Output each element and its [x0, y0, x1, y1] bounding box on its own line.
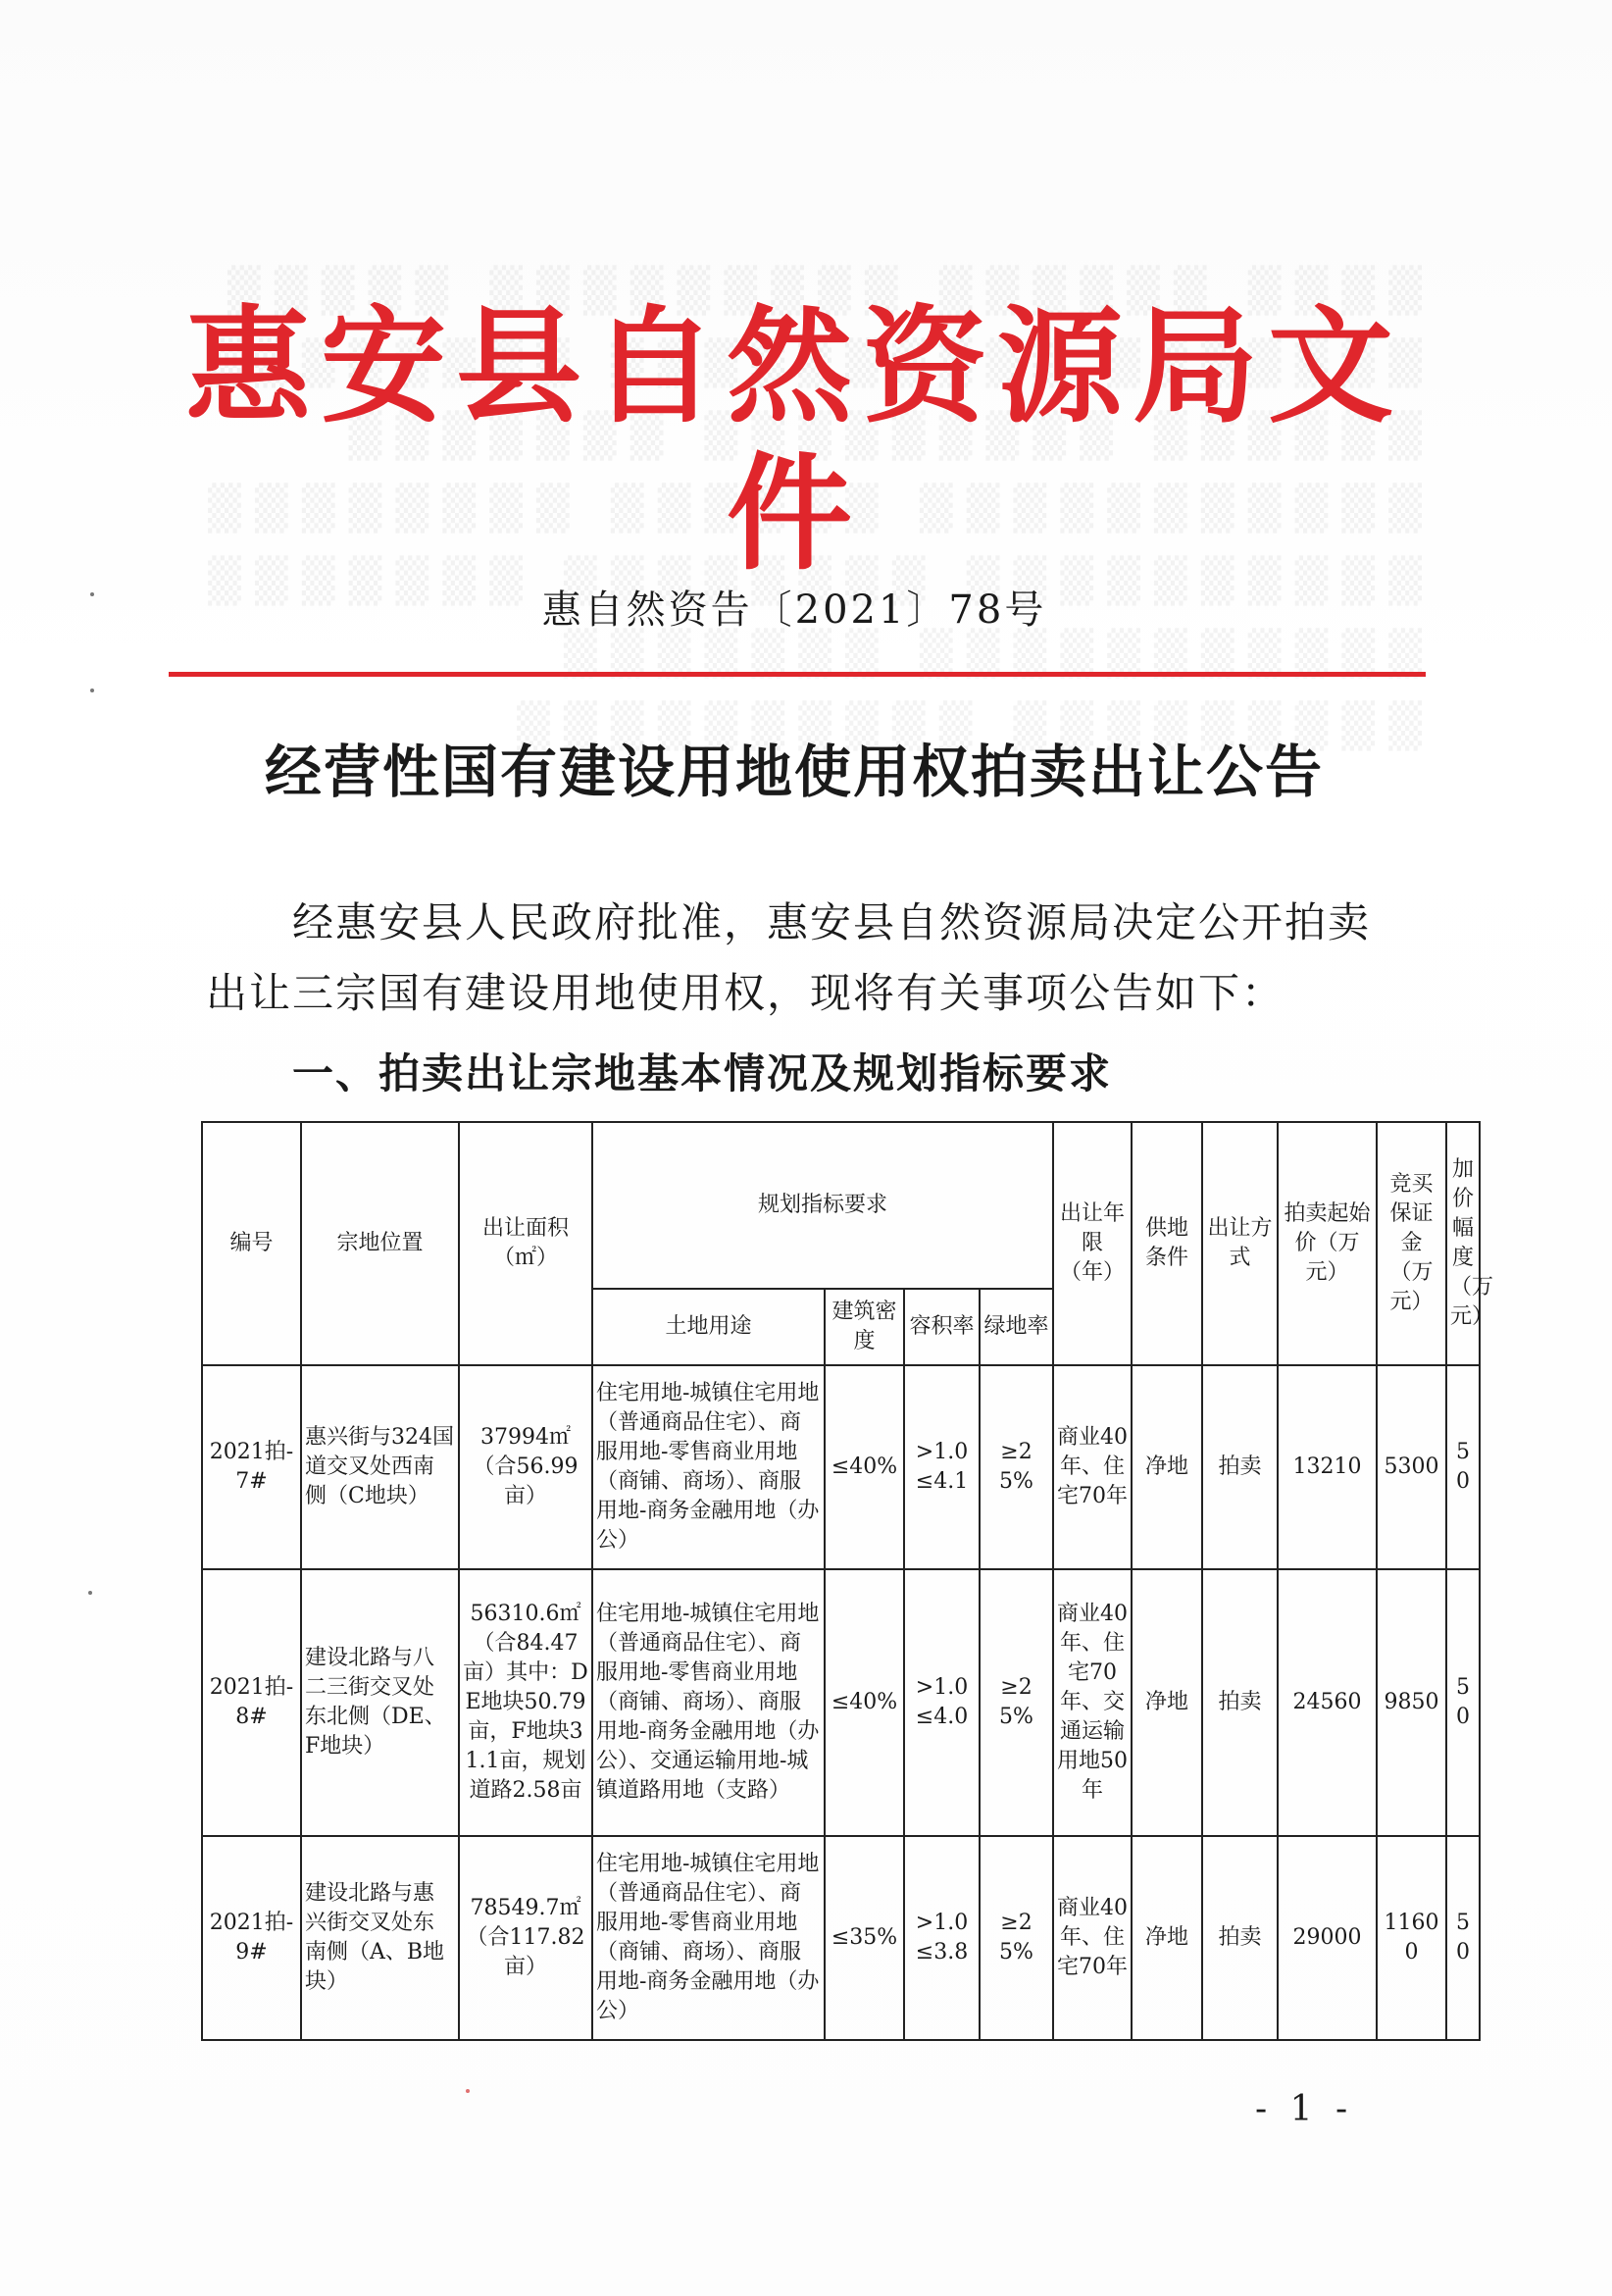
- cell-increment: 50: [1446, 1569, 1480, 1836]
- header-green: 绿地率: [980, 1289, 1053, 1365]
- cell-deposit: 11600: [1377, 1836, 1446, 2040]
- header-supply: 供地条件: [1132, 1122, 1202, 1365]
- cell-far: >1.0 ≤3.8: [904, 1836, 980, 2040]
- cell-supply: 净地: [1132, 1836, 1202, 2040]
- section-heading: 一、拍卖出让宗地基本情况及规划指标要求: [292, 1049, 1113, 1097]
- header-location: 宗地位置: [301, 1122, 459, 1365]
- notice-title: 经营性国有建设用地使用权拍卖出让公告: [264, 739, 1324, 805]
- cell-far: >1.0 ≤4.1: [904, 1365, 980, 1569]
- cell-term: 商业40年、住宅70年: [1053, 1836, 1132, 2040]
- cell-deposit: 9850: [1377, 1569, 1446, 1836]
- header-start-price: 拍卖起始价（万元）: [1278, 1122, 1377, 1365]
- header-method: 出让方式: [1202, 1122, 1278, 1365]
- cell-green: ≥25%: [980, 1569, 1053, 1836]
- cell-term: 商业40年、住宅70年: [1053, 1365, 1132, 1569]
- cell-start-price: 29000: [1278, 1836, 1377, 2040]
- cell-start-price: 13210: [1278, 1365, 1377, 1569]
- cell-far: >1.0 ≤4.0: [904, 1569, 980, 1836]
- header-area: 出让面积（㎡）: [459, 1122, 592, 1365]
- land-parcel-table: [201, 1121, 1494, 2041]
- page-number: - 1 -: [1255, 2089, 1354, 2129]
- cell-method: 拍卖: [1202, 1836, 1278, 2040]
- intro-paragraph: 经惠安县人民政府批准，惠安县自然资源局决定公开拍卖出让三宗国有建设用地使用权，现将有关事项公告如下：: [206, 898, 1372, 1017]
- cell-density: ≤40%: [825, 1569, 904, 1836]
- cell-land-use: 住宅用地-城镇住宅用地（普通商品住宅）、商服用地-零售商业用地（商铺、商场）、商服用地-商务金融用地（办公）: [592, 1836, 825, 2040]
- cell-land-use: 住宅用地-城镇住宅用地（普通商品住宅）、商服用地-零售商业用地（商铺、商场）、商服用地-商务金融用地（办公）: [592, 1365, 825, 1569]
- agency-header-title: 惠安县自然资源局文件: [184, 294, 1403, 587]
- cell-green: ≥25%: [980, 1836, 1053, 2040]
- cell-green: ≥25%: [980, 1365, 1053, 1569]
- cell-supply: 净地: [1132, 1569, 1202, 1836]
- cell-id: 2021拍-9#: [202, 1836, 301, 2040]
- scan-speck: [90, 689, 94, 692]
- cell-increment: 50: [1446, 1836, 1480, 2040]
- cell-location: 惠兴街与324国道交叉处西南侧（C地块）: [301, 1365, 459, 1569]
- cell-land-use: 住宅用地-城镇住宅用地（普通商品住宅）、商服用地-零售商业用地（商铺、商场）、商服用地-商务金融用地（办公）、交通运输用地-城镇道路用地（支路）: [592, 1569, 825, 1836]
- header-deposit: 竞买保证金（万元）: [1377, 1122, 1446, 1365]
- cell-density: ≤40%: [825, 1365, 904, 1569]
- header-far: 容积率: [904, 1289, 980, 1365]
- cell-id: 2021拍-7#: [202, 1365, 301, 1569]
- cell-density: ≤35%: [825, 1836, 904, 2040]
- header-land-use: 土地用途: [592, 1289, 825, 1365]
- cell-method: 拍卖: [1202, 1365, 1278, 1569]
- header-increment: 加价幅度（万元）: [1446, 1122, 1480, 1365]
- table-row: [202, 1836, 1480, 2040]
- cell-area: 37994㎡（合56.99亩）: [459, 1365, 592, 1569]
- header-term: 出让年限（年）: [1053, 1122, 1132, 1365]
- cell-supply: 净地: [1132, 1365, 1202, 1569]
- document-number: 惠自然资告〔2021〕78号: [541, 587, 1047, 633]
- scan-speck: [466, 2089, 470, 2093]
- cell-increment: 50: [1446, 1365, 1480, 1569]
- cell-start-price: 24560: [1278, 1569, 1377, 1836]
- cell-area: 56310.6㎡（合84.47亩）其中：DE地块50.79亩，F地块31.1亩，规划道路2.58亩: [459, 1569, 592, 1836]
- red-divider-line: [169, 672, 1426, 677]
- cell-location: 建设北路与惠兴街交叉处东南侧（A、B地块）: [301, 1836, 459, 2040]
- scan-speck: [88, 1591, 92, 1595]
- cell-term: 商业40年、住宅70年、交通运输用地50年: [1053, 1569, 1132, 1836]
- cell-deposit: 5300: [1377, 1365, 1446, 1569]
- table-header-row: [202, 1122, 1480, 1289]
- header-id: 编号: [202, 1122, 301, 1365]
- scan-speck: [90, 592, 94, 596]
- cell-method: 拍卖: [1202, 1569, 1278, 1836]
- header-density: 建筑密度: [825, 1289, 904, 1365]
- cell-location: 建设北路与八二三街交叉处东北侧（DE、F地块）: [301, 1569, 459, 1836]
- header-planning: 规划指标要求: [592, 1122, 1053, 1289]
- cell-id: 2021拍-8#: [202, 1569, 301, 1836]
- table-row: [202, 1569, 1480, 1836]
- cell-area: 78549.7㎡（合117.82亩）: [459, 1836, 592, 2040]
- table-row: [202, 1365, 1480, 1569]
